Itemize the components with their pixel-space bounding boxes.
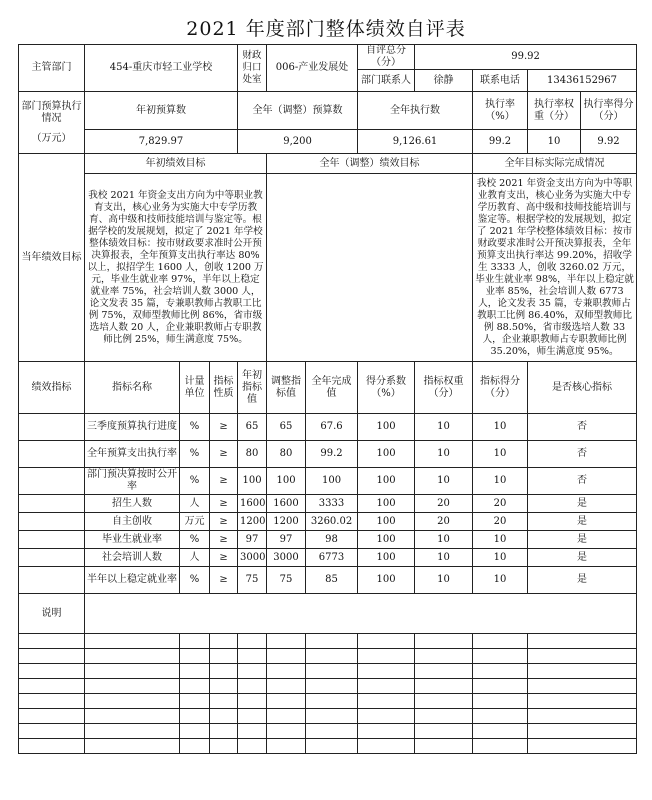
empty-row [19,649,637,664]
indicator-unit: % [180,567,210,594]
page-title: 2021 年度部门整体绩效自评表 [186,18,466,40]
indicator-score: 10 [473,468,528,495]
phone-label: 联系电话 [473,70,528,92]
col-score: 指标得分（分） [473,362,528,414]
indicator-weight: 10 [415,441,473,468]
dept-label: 主管部门 [19,45,85,92]
finance-value: 006-产业发展处 [267,45,358,92]
indicator-nature: ≥ [210,414,238,441]
indicator-initial: 75 [238,567,267,594]
budget-adjusted: 9,200 [238,130,358,154]
indicator-score: 10 [473,441,528,468]
indicator-actual: 99.2 [306,441,358,468]
budget-unit: （万元） [31,132,72,144]
budget-rate-header: 执行率（%） [473,92,528,130]
indicator-unit: % [180,441,210,468]
indicator-coefficient: 100 [358,468,415,495]
budget-score: 9.92 [581,130,637,154]
col-unit: 计量单位 [180,362,210,414]
indicator-unit: 人 [180,549,210,567]
indicator-adjusted: 80 [267,441,306,468]
empty-row [19,679,637,694]
indicator-initial: 97 [238,531,267,549]
budget-rate: 99.2 [473,130,528,154]
budget-executed-header: 全年执行数 [358,92,473,130]
indicator-name: 三季度预算执行进度 [85,414,180,441]
indicator-actual: 3333 [306,495,358,513]
indicator-adjusted: 100 [267,468,306,495]
indicator-nature: ≥ [210,549,238,567]
indicator-unit: % [180,531,210,549]
indicator-actual: 100 [306,468,358,495]
col-core: 是否核心指标 [528,362,637,414]
indicator-blank [19,495,85,513]
indicator-initial: 1600 [238,495,267,513]
indicator-adjusted: 3000 [267,549,306,567]
budget-adjusted-header: 全年（调整）预算数 [238,92,358,130]
indicator-name: 招生人数 [85,495,180,513]
indicator-core: 是 [528,513,637,531]
indicator-score: 10 [473,549,528,567]
indicator-blank [19,441,85,468]
indicator-name: 自主创收 [85,513,180,531]
indicator-weight: 10 [415,567,473,594]
indicator-unit: % [180,468,210,495]
indicator-actual: 6773 [306,549,358,567]
goals-label: 当年绩效目标 [19,154,85,362]
indicators-label: 绩效指标 [19,362,85,414]
indicator-weight: 10 [415,468,473,495]
col-initial-target: 年初指标值 [238,362,267,414]
indicator-blank [19,513,85,531]
indicator-unit: 万元 [180,513,210,531]
indicator-unit: 人 [180,495,210,513]
indicator-coefficient: 100 [358,513,415,531]
col-actual: 全年完成值 [306,362,358,414]
indicator-name: 社会培训人数 [85,549,180,567]
indicator-name: 半年以上稳定就业率 [85,567,180,594]
indicator-unit: % [180,414,210,441]
indicator-actual: 67.6 [306,414,358,441]
indicator-initial: 100 [238,468,267,495]
finance-label: 财政归口处室 [238,45,267,92]
indicator-blank [19,549,85,567]
indicator-score: 10 [473,567,528,594]
indicator-core: 是 [528,549,637,567]
indicator-actual: 3260.02 [306,513,358,531]
indicator-score: 10 [473,531,528,549]
goals-actual-header: 全年目标实际完成情况 [473,154,637,174]
indicator-nature: ≥ [210,468,238,495]
phone-value: 13436152967 [528,70,637,92]
indicator-core: 是 [528,495,637,513]
goals-initial-text: 我校 2021 年资金支出方向为中等职业教育支出，核心业务为实施大中专学历教育、高中级和技师技能培训与鉴定等。根据学校的发展规划，拟定了 2021 年学校整体绩效目标：按市财政要求准时公开预决算报表，全年预算支出执行率达 80%以上，拟招学生 1600 人，创收 1200 万元，毕业生就业率 97%，半年以上稳定就业率 75%，社会培训人数 3000 人，论文发表 35 篇，专兼职教师占教职工比例 75%，双师型教师比例 86%，省市级选培人数 20 人，企业兼职教师占专职教师比例 25%，师生满意度 75%。 [85,174,267,362]
indicator-nature: ≥ [210,441,238,468]
indicator-nature: ≥ [210,531,238,549]
indicator-actual: 85 [306,567,358,594]
indicator-coefficient: 100 [358,441,415,468]
indicator-initial: 1200 [238,513,267,531]
indicator-coefficient: 100 [358,414,415,441]
indicator-initial: 80 [238,441,267,468]
budget-initial-header: 年初预算数 [85,92,238,130]
col-coefficient: 得分系数（%） [358,362,415,414]
col-adjusted-target: 调整指标值 [267,362,306,414]
indicator-core: 否 [528,441,637,468]
empty-row [19,709,637,724]
indicator-blank [19,567,85,594]
score-value: 99.92 [415,45,637,70]
indicator-adjusted: 97 [267,531,306,549]
evaluation-table [18,44,637,754]
goals-adjusted-text [267,174,473,362]
col-weight: 指标权重（分） [415,362,473,414]
empty-row [19,739,637,754]
indicator-blank [19,468,85,495]
indicator-core: 是 [528,567,637,594]
budget-executed: 9,126.61 [358,130,473,154]
budget-initial: 7,829.97 [85,130,238,154]
indicator-score: 20 [473,513,528,531]
budget-score-header: 执行率得分（分） [581,92,637,130]
empty-row [19,724,637,739]
indicator-nature: ≥ [210,567,238,594]
indicator-core: 是 [528,531,637,549]
indicator-weight: 10 [415,414,473,441]
indicator-score: 20 [473,495,528,513]
indicator-nature: ≥ [210,495,238,513]
indicator-adjusted: 1200 [267,513,306,531]
indicator-blank [19,531,85,549]
indicator-name: 毕业生就业率 [85,531,180,549]
indicator-initial: 65 [238,414,267,441]
notes-text [85,594,637,634]
indicator-core: 否 [528,414,637,441]
indicator-coefficient: 100 [358,549,415,567]
goals-actual-text: 我校 2021 年资金支出方向为中等职业教育支出，核心业务为实施大中专学历教育、高中级和技师技能培训与鉴定等。根据学校的发展规划，拟定了 2021 年学校整体绩效目标：按市财政要求准时公开预决算报表，全年预算支出执行率达 99.20%，招收学生 3333 人，创收 3260.02 万元，毕业生就业率 98%，半年以上稳定就业率 85%，社会培训人数 6773 人，论文发表 35 篇，专兼职教师占教职工比例 86.40%，双师型教师比例 88.50%，省市级选培人数 33 人，企业兼职教师占专职教师比例 35.20%，师生满意度 95%。 [473,174,637,362]
budget-weight-header: 执行率权重（分） [528,92,581,130]
col-name: 指标名称 [85,362,180,414]
indicator-actual: 98 [306,531,358,549]
indicator-adjusted: 75 [267,567,306,594]
indicator-score: 10 [473,414,528,441]
indicator-name: 部门预决算按时公开率 [85,468,180,495]
indicator-weight: 10 [415,549,473,567]
indicator-name: 全年预算支出执行率 [85,441,180,468]
indicator-weight: 10 [415,531,473,549]
goals-adjusted-header: 全年（调整）绩效目标 [267,154,473,174]
empty-row [19,634,637,649]
contact-name: 徐静 [415,70,473,92]
indicator-adjusted: 65 [267,414,306,441]
dept-value: 454-重庆市轻工业学校 [85,45,238,92]
budget-weight: 10 [528,130,581,154]
empty-row [19,664,637,679]
indicator-coefficient: 100 [358,495,415,513]
indicator-nature: ≥ [210,513,238,531]
indicator-core: 否 [528,468,637,495]
empty-row [19,694,637,709]
indicator-coefficient: 100 [358,531,415,549]
notes-label: 说明 [19,594,85,634]
indicator-weight: 20 [415,495,473,513]
indicator-adjusted: 1600 [267,495,306,513]
contact-label: 部门联系人 [358,70,415,92]
indicator-weight: 20 [415,513,473,531]
score-label: 自评总分（分） [358,45,415,70]
indicator-coefficient: 100 [358,567,415,594]
budget-label-text: 部门预算执行情况 [21,100,82,124]
indicator-initial: 3000 [238,549,267,567]
indicator-blank [19,414,85,441]
col-nature: 指标性质 [210,362,238,414]
budget-label [19,92,85,154]
goals-initial-header: 年初绩效目标 [85,154,267,174]
